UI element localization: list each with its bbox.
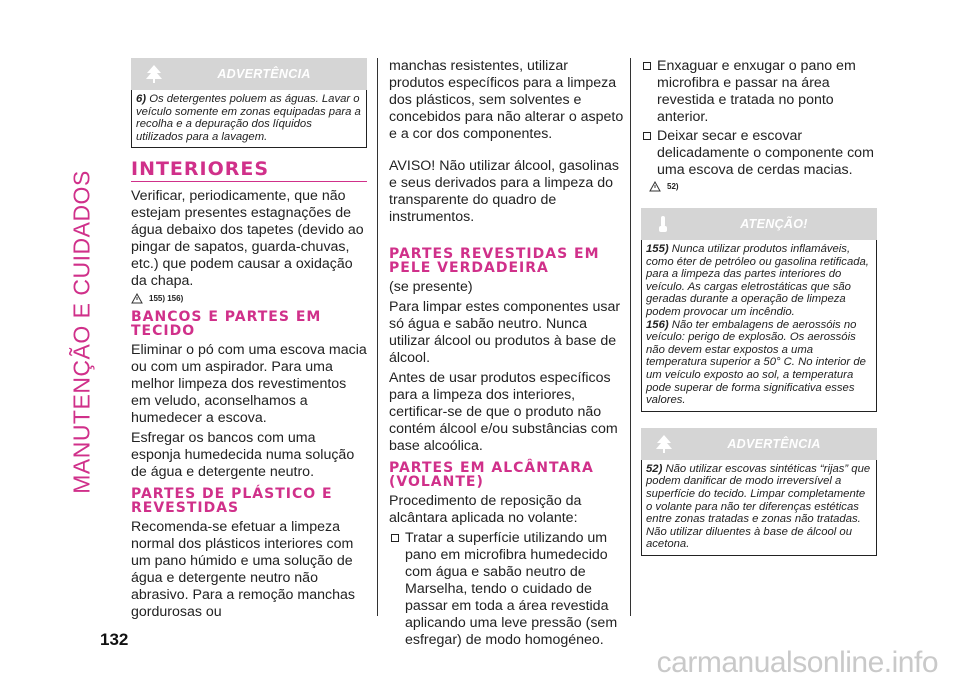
list-item-text: Tratar a superfície utilizando um pano em microfibra humedecido com água e sabão neutro de Marselha, tendo o cuidado de passar em toda a área revestida aplicando uma leve pressão (sem esfregar) de modo homogéneo. xyxy=(405,530,618,648)
heading-plastico: PARTES DE PLÁSTICO E REVESTIDAS xyxy=(131,486,333,517)
heading-alcantara: PARTES EM ALCÂNTARA (VOLANTE) xyxy=(389,460,594,490)
attention-notice xyxy=(641,208,877,412)
notice-number: 155) xyxy=(646,243,669,255)
notice-number: 156) xyxy=(646,318,669,331)
notice-header xyxy=(131,58,367,90)
column-divider xyxy=(377,58,378,616)
notice-title: ADVERTÊNCIA xyxy=(217,67,311,81)
list-item xyxy=(641,128,877,179)
list-item-text: Enxaguar e enxugar o pano em microfibra e passar na área revestida e tratada no ponto anterior. xyxy=(657,58,856,125)
notice-text: Nunca utilizar produtos inflamáveis, como éter de petróleo ou gasolina retificada, para a limpeza das partes interiores do veículo. As cargas eletrostáticas que são geradas durante a operação de limpeza podem provocar um incêndio. xyxy=(646,243,869,318)
paragraph: Eliminar o pó com uma escova macia ou com um aspirador. Para uma melhor limpeza dos revestimentos em veludo, aconselhamos a humedecer a escova. xyxy=(131,342,367,427)
column-2 xyxy=(389,58,625,651)
paragraph: Esfregar os bancos com uma esponja humedecida numa solução de água e detergente neutro. xyxy=(131,430,355,481)
warning-notice xyxy=(641,428,877,556)
heading-interiores: INTERIORES xyxy=(131,158,367,182)
paragraph: Procedimento de reposição da alcântara aplicada no volante: xyxy=(389,493,582,526)
square-bullet-icon xyxy=(643,62,651,70)
notice-body xyxy=(641,240,877,412)
list-item xyxy=(641,58,877,126)
section-title: MANUTENÇÃO E CUIDADOS xyxy=(68,170,95,494)
paragraph: manchas resistentes, utilizar produtos específicos para a limpeza dos plásticos, sem solventes e concebidos para não alterar o aspeto e a cor dos componentes. xyxy=(389,58,624,142)
notice-text: Não utilizar escovas sintéticas “rijas” que podem danificar de modo irreversível a superfície do tecido. Limpar completamente o volante para não ter diferenças estéticas entre zonas tratadas e zonas não tratadas. Não utilizar diluentes à base de álcool ou acetona. xyxy=(646,462,871,551)
column-divider xyxy=(630,58,631,616)
notice-number: 6) xyxy=(136,93,147,105)
page-number: 132 xyxy=(100,630,129,649)
reference-marks xyxy=(649,181,877,192)
reference-numbers: 52) xyxy=(667,182,679,191)
heading-pele: PARTES REVESTIDAS EM PELE VERDADEIRA xyxy=(389,246,600,276)
notice-header xyxy=(641,428,877,460)
notice-number: 52) xyxy=(646,462,663,475)
list-item-text: Deixar secar e escovar delicadamente o componente com uma escova de cerdas macias. xyxy=(657,128,874,178)
paragraph: Para limpar estes componentes usar só água e sabão neutro. Nunca utilizar álcool ou produtos à base de álcool. xyxy=(389,299,621,366)
notice-body xyxy=(131,90,367,148)
notice-header xyxy=(641,208,877,240)
notice-title: ATENÇÃO! xyxy=(740,217,808,231)
reference-marks xyxy=(131,293,367,304)
paragraph: (se presente) xyxy=(389,279,473,295)
notice-text: Não ter embalagens de aerossóis no veículo: perigo de explosão. Os aerossóis não devem estar expostos a uma temperatura superior a 50° C. No interior de um veículo exposto ao sol, a temperatura pode superar de forma significativa esses valores. xyxy=(646,318,866,407)
paragraph: Verificar, periodicamente, que não estejam presentes estagnações de água debaixo dos tapetes (devido ao pingar de sapatos, guarda-chuvas, etc.) que podem causar a oxidação da chapa. xyxy=(131,188,364,290)
square-bullet-icon xyxy=(643,132,651,140)
paragraph: AVISO! Não utilizar álcool, gasolinas e seus derivados para a limpeza do transparente do quadro de instrumentos. xyxy=(389,158,619,225)
warning-triangle-icon xyxy=(131,293,143,304)
warning-triangle-icon xyxy=(649,181,661,192)
notice-title: ADVERTÊNCIA xyxy=(727,436,821,451)
warning-notice xyxy=(131,58,367,148)
reference-numbers: 155) 156) xyxy=(149,294,184,304)
list-item xyxy=(389,530,625,649)
paragraph: Recomenda-se efetuar a limpeza normal dos plásticos interiores com um pano húmido e uma solução de água e detergente neutro não abrasivo. Para a remoção manchas gordurosas ou xyxy=(131,519,355,621)
square-bullet-icon xyxy=(391,534,399,542)
heading-bancos: BANCOS E PARTES EM TECIDO xyxy=(131,309,322,340)
notice-text: Os detergentes poluem as águas. Lavar o veículo somente em zonas equipadas para a recolha e a depuração dos líquidos utilizados para a lavagem. xyxy=(136,93,361,143)
paragraph: Antes de usar produtos específicos para a limpeza dos interiores, certificar-se de que o produto não contém álcool e/ou substâncias com base alcoólica. xyxy=(389,370,618,454)
column-3 xyxy=(641,58,877,556)
column-1 xyxy=(131,58,367,624)
notice-body xyxy=(641,460,877,556)
watermark: carmanualsonline.info xyxy=(656,646,938,679)
